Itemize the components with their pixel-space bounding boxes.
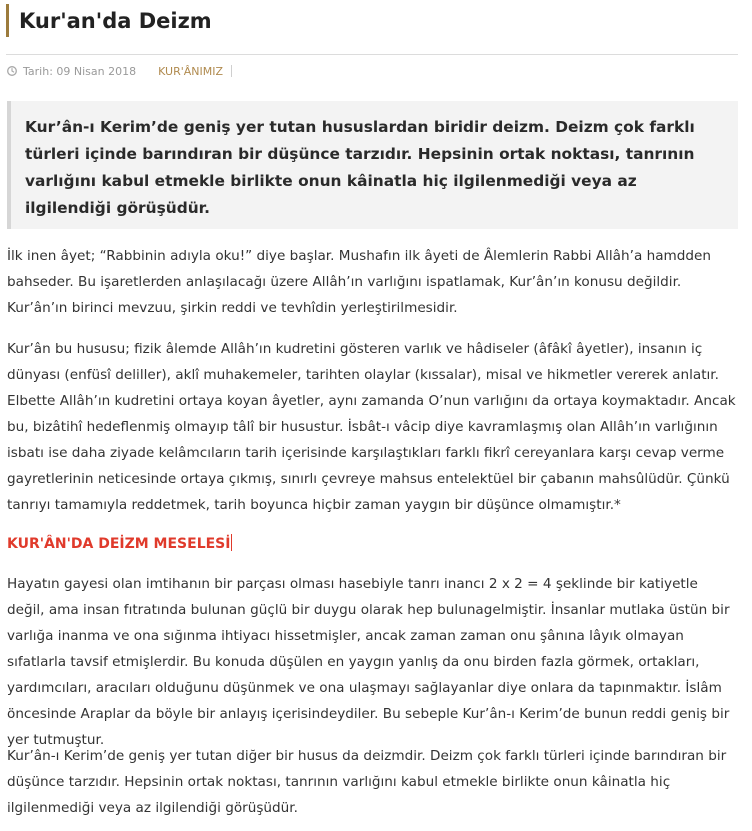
article-meta [7,63,232,79]
article-paragraph-3: Hayatın gayesi olan imtihanın bir parçası olması hasebiyle tanrı inancı 2 x 2 = 4 şeklinde bir katiyetle değil, ama insan fıtratında bulunan güçlü bir duygu olarak hep bulunagelmiştir. İnsanlar mutlaka üstün bir varlığa inanma ve ona sığınma ihtiyacı hissetmişler, ancak zaman zaman onu şânına lâyık olmayan sıfatlarla tavsif etmişlerdir. Bu konuda düşülen en yaygın yanlış da onu birden fazla görmek, ortakları, yardımcıları, aracıları olduğunu düşünmek ve ona ulaşmayı sağlayanlar diye onlara da tapınmaktır. İslâm öncesinde Araplar da böyle bir anlayış içerisindeydiler. Bu sebeple Kur’ân-ı Kerim’de bunun reddi geniş bir yer tutmuştur. [7,576,730,748]
category-link[interactable]: KUR'ÂNIMIZ [158,64,224,78]
article-date: Tarih: 09 Nisan 2018 [23,64,137,78]
article-paragraph-1: İlk inen âyet; “Rabbinin adıyla oku!” diye başlar. Mushafın ilk âyeti de Âlemlerin Rabbi Allâh’a hamdden bahseder. Bu işaretlerden anlaşılacağı üzere Allâh’ın varlığını ispatlamak, Kur’ân’ın konusu değildir. Kur’ân’ın birinci mevzuu, şirkin reddi ve tevhîdin yerleştirilmesidir. [7,248,712,316]
article-title-block [6,4,212,37]
meta-separator [231,65,232,77]
section-heading [7,532,232,556]
clock-icon [7,66,17,76]
text-cursor [231,534,232,551]
section-heading-text: KUR'ÂN'DA DEİZM MESELESİ [7,536,231,552]
lead-summary-text: Kur’ân-ı Kerim’de geniş yer tutan hususlardan biridir deizm. Deizm çok farklı türleri içinde barındıran bir düşünce tarzıdır. Hepsinin ortak noktası, tanrının varlığını kabul etmekle birlikte onun kâinatla hiç ilgilenmediği veya az ilgilendiği görüşüdür. [25,118,695,217]
page-title: Kur'an'da Deizm [19,8,212,33]
article-paragraph-4: Kur’ân-ı Kerim’de geniş yer tutan diğer bir husus da deizmdir. Deizm çok farklı türleri içinde barındıran bir düşünce tarzıdır. Hepsinin ortak noktası, tanrının varlığını kabul etmekle birlikte onun kâinatla hiç ilgilenmediği veya az ilgilendiği görüşüdür. [7,748,727,816]
title-divider [6,54,738,55]
article-paragraph-2: Kur’ân bu hususu; fizik âlemde Allâh’ın kudretini gösteren varlık ve hâdiseler (âfâkî âyetler), insanın iç dünyası (enfüsî deliller), aklî muhakemeler, tarihten olaylar (kıssalar), misal ve hikmetler vererek anlatır. Elbette Allâh’ın kudretini ortaya koyan âyetler, aynı zamanda O’nun varlığını da ortaya koymaktadır. Ancak bu, bizâtihî hedeflenmiş olmayıp tâlî bir husustur. İsbât-ı vâcip diye kavramlaşmış olan Allâh’ın varlığının isbatı ise daha ziyade kelâmcıların tarih içerisinde karşılaştıkları farklı fikrî cereyanlara karşı cevap verme gayretlerinin neticesinde ortaya çıkmış, sınırlı çevreye mahsus entelektüel bir çabanın mahsûlüdür. Çünkü tanrıyı tamamıyla reddetmek, tarih boyunca hiçbir zaman yaygın bir düşünce olmamıştır.* [7,341,736,513]
lead-summary-box [7,101,738,229]
